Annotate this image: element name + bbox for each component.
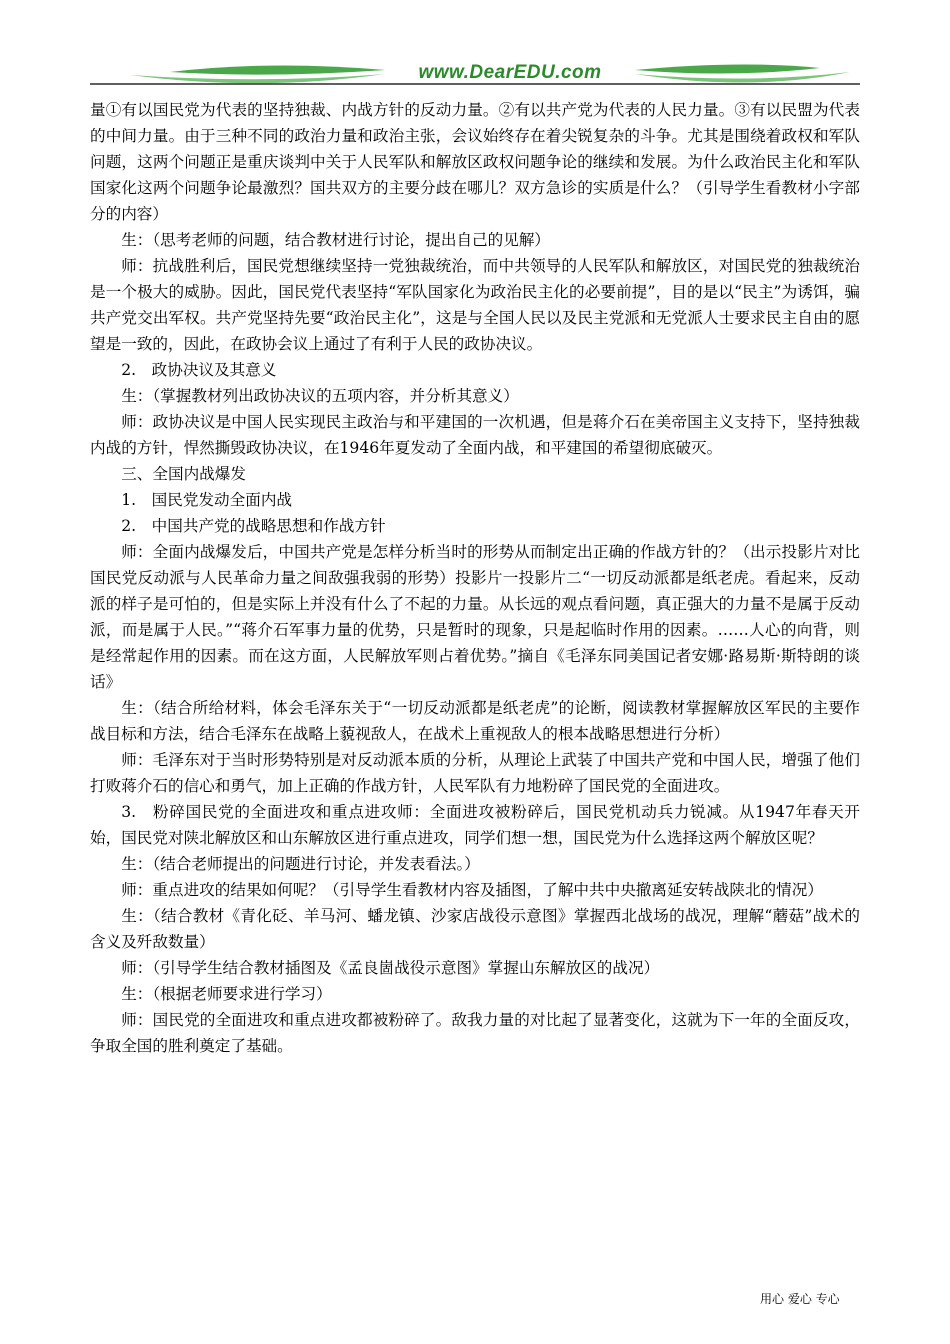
paragraph: 师：毛泽东对于当时形势特别是对反动派本质的分析，从理论上武装了中国共产党和中国人民，增强了他们打败蒋介石的信心和勇气，加上正确的作战方针，人民军队有力地粉碎了国民党的全面进攻。 [90, 751, 860, 795]
page-footer: 用心 爱心 专心 [760, 1292, 840, 1306]
paragraph: 师：抗战胜利后，国民党想继续坚持一党独裁统治，而中共领导的人民军队和解放区，对国民党的独裁统治是一个极大的威胁。因此，国民党代表坚持“军队国家化为政治民主化的必要前提”，目的是以“民主”为诱饵，骗共产党交出军权。共产党坚持先要“政治民主化”，这是与全国人民以及民主党派和无党派人士要求民主自由的愿望是一致的，因此，在政协会议上通过了有利于人民的政协决议。 [90, 257, 860, 353]
paragraph: 师：政协决议是中国人民实现民主政治与和平建国的一次机遇，但是蒋介石在美帝国主义支持下，坚持独裁内战的方针，悍然撕毁政协决议，在1946年夏发动了全面内战，和平建国的希望彻底破灭。 [90, 413, 860, 457]
paragraph: 1. 国民党发动全面内战 [121, 491, 293, 509]
paragraph: 量①有以国民党为代表的坚持独裁、内战方针的反动力量。②有以共产党为代表的人民力量。③有以民盟为代表的中间力量。由于三种不同的政治力量和政治主张，会议始终存在着尖锐复杂的斗争。尤其是围绕着政权和军队问题，这两个问题正是重庆谈判中关于人民军队和解放区政权问题争论的继续和发展。为什么政治民主化和军队国家化这两个问题争论最激烈？国共双方的主要分歧在哪儿？双方急诊的实质是什么？（引导学生看教材小字部分的内容） [90, 101, 860, 223]
paragraph: 师：全面内战爆发后，中国共产党是怎样分析当时的形势从而制定出正确的作战方针的？（出示投影片对比国民党反动派与人民革命力量之间敌强我弱的形势）投影片一投影片二“一切反动派都是纸老虎。看起来，反动派的样子是可怕的，但是实际上并没有什么了不起的力量。从长远的观点看问题，真正强大的力量不是属于反动派，而是属于人民。”“蒋介石军事力量的优势，只是暂时的现象，只是起临时作用的因素。……人心的向背，则是经常起作用的因素。而在这方面，人民解放军则占着优势。”摘自《毛泽东同美国记者安娜·路易斯·斯特朗的谈话》 [90, 543, 860, 691]
paragraph: 师：（引导学生结合教材插图及《孟良崮战役示意图》掌握山东解放区的战况） [121, 959, 660, 977]
page-header [90, 56, 860, 96]
paragraph: 三、全国内战爆发 [121, 465, 246, 483]
paragraph: 2. 政协决议及其意义 [121, 361, 277, 379]
paragraph: 生：（结合所给材料，体会毛泽东关于“一切反动派都是纸老虎”的论断，阅读教材掌握解放区军民的主要作战目标和方法，结合毛泽东在战略上藐视敌人，在战术上重视敌人的根本战略思想进行分析） [90, 699, 860, 743]
paragraph: 生：（思考老师的问题，结合教材进行讨论，提出自己的见解） [121, 231, 551, 249]
site-logo: www.DearEDU.com [418, 62, 602, 83]
paragraph: 2. 中国共产党的战略思想和作战方针 [121, 517, 386, 535]
paragraph: 生：（根据老师要求进行学习） [121, 985, 332, 1003]
document-body [90, 97, 860, 1059]
paragraph: 师：国民党的全面进攻和重点进攻都被粉碎了。敌我力量的对比起了显著变化，这就为下一年的全面反攻，争取全国的胜利奠定了基础。 [90, 1011, 860, 1055]
paragraph: 师：重点进攻的结果如何呢？（引导学生看教材内容及插图，了解中共中央撤离延安转战陕北的情况） [121, 881, 823, 899]
paragraph: 生：（掌握教材列出政协决议的五项内容，并分析其意义） [121, 387, 519, 405]
paragraph: 生：（结合老师提出的问题进行讨论，并发表看法。） [121, 855, 480, 873]
paragraph: 3. 粉碎国民党的全面进攻和重点进攻师：全面进攻被粉碎后，国民党机动兵力锐减。从1947年春天开始，国民党对陕北解放区和山东解放区进行重点进攻，同学们想一想，国民党为什么选择这两个解放区呢？ [90, 803, 860, 847]
paragraph: 生：（结合教材《青化砭、羊马河、蟠龙镇、沙家店战役示意图》掌握西北战场的战况，理解“蘑菇”战术的含义及歼敌数量） [90, 907, 860, 951]
